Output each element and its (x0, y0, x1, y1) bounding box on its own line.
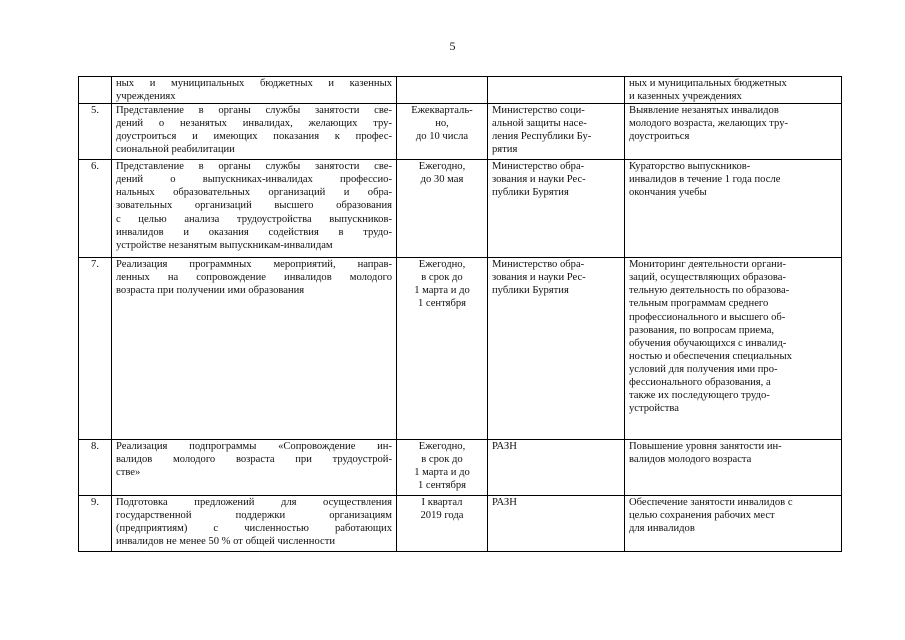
executor-cell (488, 496, 625, 552)
cell-text-line: нальных образовательных организаций и обра- (116, 187, 392, 199)
expected-result-cell (625, 496, 842, 552)
cell-text-line: окончания учебы (629, 187, 707, 199)
executor-cell (488, 160, 625, 258)
cell-text-line: Министерство обра- (492, 161, 585, 173)
cell-text-line: 2019 года (420, 510, 464, 522)
cell-text-line: альной защиты насе- (492, 118, 587, 130)
expected-result-cell (625, 160, 842, 258)
cell-text-line: профессионального и высшего об- (629, 311, 786, 323)
cell-text-line: тельным программам среднего (629, 298, 769, 310)
cell-text-line: валидов молодого возраста при трудоустрой- (116, 454, 392, 466)
measure-description-cell (112, 496, 397, 552)
cell-text-line: РАЗН (492, 441, 517, 453)
cell-text-line: сиональной реабилитации (116, 144, 235, 156)
cell-text-line: Ежегодно, (418, 161, 466, 173)
expected-result-cell (625, 104, 842, 160)
cell-text-line: ных и муниципальных бюджетных и казенных (116, 78, 392, 89)
cell-text-line: 1 марта и до (414, 467, 470, 479)
deadline-cell (397, 77, 488, 104)
cell-text-line: стве» (116, 467, 141, 479)
cell-text-line: и казенных учреждениях (629, 91, 742, 103)
row-number-cell (79, 496, 112, 552)
cell-text-line: обучения обучающихся с инвалид- (629, 337, 787, 349)
deadline-cell (397, 496, 488, 552)
executor-cell (488, 258, 625, 440)
page-number: 5 (449, 39, 456, 53)
table-row (79, 160, 842, 258)
cell-text-line: Ежекварталь- (411, 105, 473, 117)
cell-text-line: публики Бурятия (492, 285, 569, 297)
cell-text-line: инвалидов в течение 1 года после (629, 174, 781, 186)
cell-text-line: разования, по вопросам приема, (629, 324, 775, 336)
cell-text-line: ления Республики Бу- (492, 131, 592, 143)
measures-table (78, 76, 842, 552)
row-number-cell (79, 258, 112, 440)
cell-text-line: молодого возраста, желающих тру- (629, 118, 789, 130)
executor-cell (488, 77, 625, 104)
cell-text-line: Министерство соци- (492, 105, 585, 117)
cell-text-line: Выявление незанятых инвалидов (629, 105, 779, 117)
cell-text-line: I квартал (421, 497, 463, 509)
cell-text-line: инвалидов не менее 50 % от общей численности (116, 536, 336, 548)
measure-description-cell (112, 258, 397, 440)
cell-text-line: валидов молодого возраста (629, 454, 752, 466)
cell-text-line: условий для получения ими про- (629, 363, 778, 375)
cell-text-line: ностью и обеспечения специальных (629, 350, 792, 362)
cell-text-line: целью сохранения рабочих мест (629, 510, 775, 522)
cell-text-line: (предприятиям) с численностью работающих (116, 523, 392, 535)
deadline-cell (397, 258, 488, 440)
cell-text-line: Мониторинг деятельности органи- (629, 259, 787, 271)
cell-text-line: зовательных организаций высшего образования (116, 200, 392, 212)
cell-text-line: 7. (91, 259, 99, 271)
cell-text-line: 5. (91, 105, 99, 117)
table-row (79, 496, 842, 552)
cell-text-line: в срок до (421, 272, 463, 284)
cell-text-line: доустроиться (629, 131, 690, 143)
cell-text-line: 1 марта и до (414, 285, 470, 297)
deadline-cell (397, 160, 488, 258)
cell-text-line: до 30 мая (420, 174, 464, 186)
measure-description-cell (112, 160, 397, 258)
table-row (79, 104, 842, 160)
row-number-cell (79, 160, 112, 258)
executor-cell (488, 104, 625, 160)
cell-text-line: до 10 числа (415, 131, 469, 143)
measure-description-cell (112, 440, 397, 496)
cell-text-line: зования и науки Рес- (492, 272, 586, 284)
cell-text-line: доустроиться и имеющих показания к профес- (116, 131, 392, 143)
cell-text-line: 6. (91, 161, 99, 173)
row-number-cell (79, 77, 112, 104)
cell-text-line: 1 сентября (417, 480, 467, 492)
cell-text-line: публики Бурятия (492, 187, 569, 199)
cell-text-line: для инвалидов (629, 523, 695, 535)
table-row (79, 440, 842, 496)
cell-text-line: 8. (91, 441, 99, 453)
expected-result-cell (625, 77, 842, 104)
cell-text-line: Реализация подпрограммы «Сопровождение ин- (116, 441, 392, 453)
cell-text-line: дений о выпускниках-инвалидах профессио- (116, 174, 392, 186)
cell-text-line: но, (435, 118, 449, 130)
cell-text-line: устройстве незанятым выпускникам-инвалидам (116, 239, 333, 251)
cell-text-line: Представление в органы службы занятости све- (116, 161, 392, 173)
cell-text-line: возраста при получении ими образования (116, 285, 305, 297)
row-number-cell (79, 104, 112, 160)
table-row (79, 77, 842, 104)
measure-description-cell (112, 77, 397, 104)
expected-result-cell (625, 440, 842, 496)
cell-text-line: также их последующего трудо- (629, 390, 770, 402)
cell-text-line: фессионального образования, а (629, 377, 771, 389)
cell-text-line: устройства (629, 403, 679, 415)
deadline-cell (397, 440, 488, 496)
cell-text-line: Реализация программных мероприятий, направ- (116, 259, 392, 271)
cell-text-line: 1 сентября (417, 298, 467, 310)
cell-text-line: государственной поддержки организациям (116, 510, 392, 522)
cell-text-line: Ежегодно, (418, 441, 466, 453)
cell-text-line: рятия (492, 144, 518, 156)
cell-text-line: Министерство обра- (492, 259, 585, 271)
cell-text-line: инвалидов и оказания содействия в трудо- (116, 226, 392, 238)
cell-text-line: Повышение уровня занятости ин- (629, 441, 782, 453)
cell-text-line: зования и науки Рес- (492, 174, 586, 186)
cell-text-line: Представление в органы службы занятости све- (116, 105, 392, 117)
cell-text-line: РАЗН (492, 497, 517, 509)
cell-text-line: Обеспечение занятости инвалидов с (629, 497, 793, 509)
cell-text-line: с целью анализа трудоустройства выпускников- (116, 213, 392, 225)
measure-description-cell (112, 104, 397, 160)
cell-text-line: 9. (91, 497, 99, 509)
cell-text-line: Ежегодно, (418, 259, 466, 271)
row-number-cell (79, 440, 112, 496)
cell-text-line: дений о незанятых инвалидах, желающих тру- (116, 118, 392, 130)
cell-text-line: ных и муниципальных бюджетных (629, 78, 787, 89)
deadline-cell (397, 104, 488, 160)
cell-text-line: тельную деятельность по образова- (629, 285, 790, 297)
cell-text-line: Кураторство выпускников- (629, 161, 751, 173)
cell-text-line: в срок до (421, 454, 463, 466)
cell-text-line: ленных на сопровождение инвалидов молодого (116, 272, 392, 284)
cell-text-line: Подготовка предложений для осуществления (116, 497, 392, 509)
expected-result-cell (625, 258, 842, 440)
cell-text-line: заций, осуществляющих образова- (629, 272, 786, 284)
table-row (79, 258, 842, 440)
cell-text-line: учреждениях (116, 91, 176, 103)
executor-cell (488, 440, 625, 496)
